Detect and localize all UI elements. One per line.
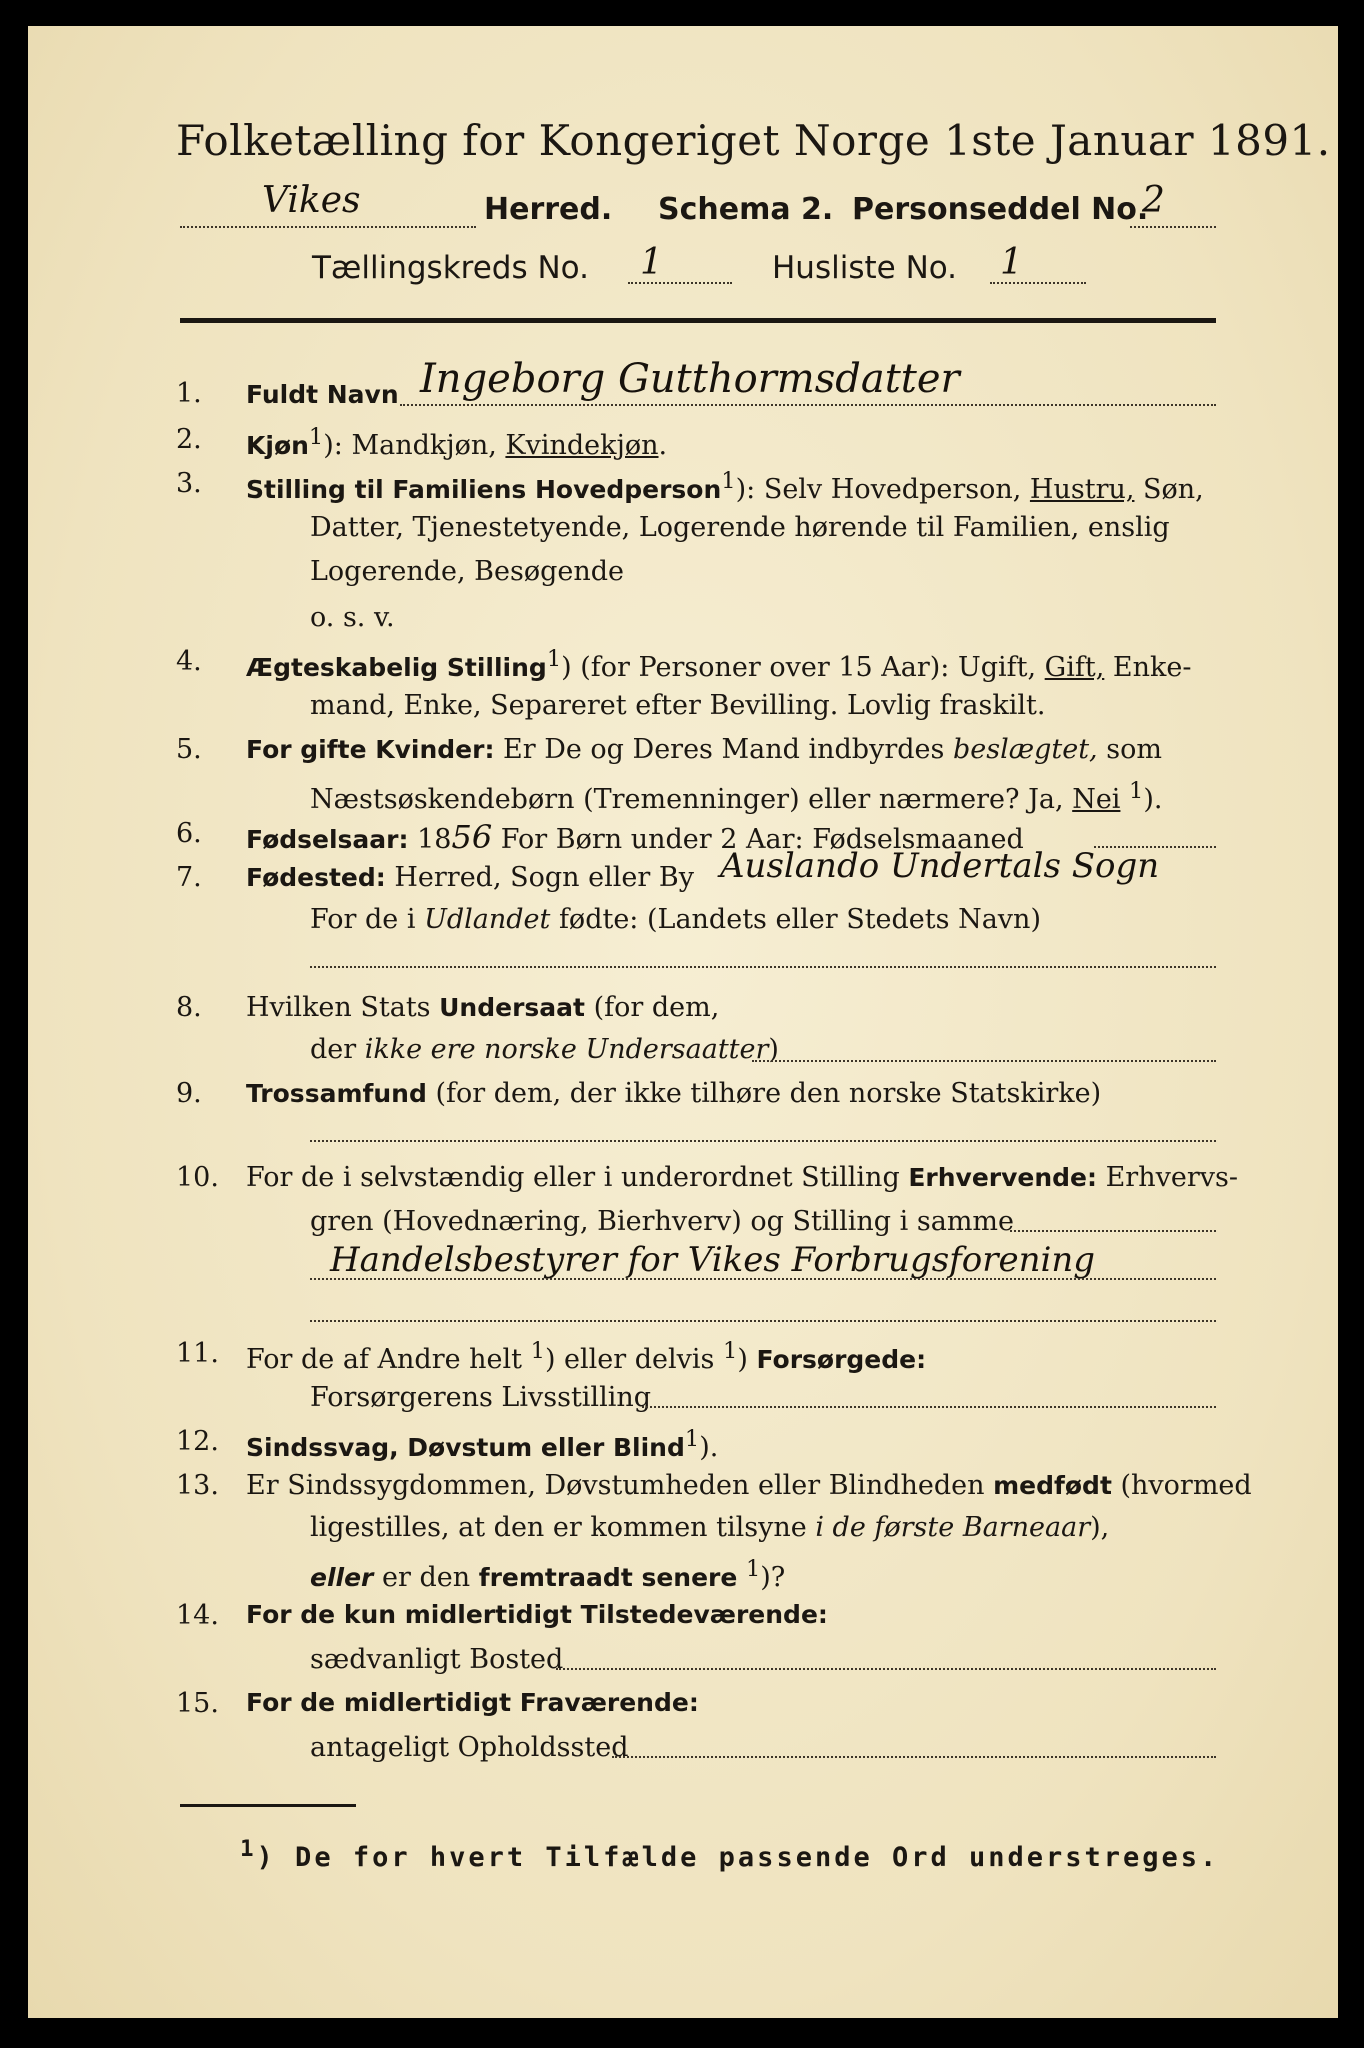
q9-dotted-line — [310, 1140, 1216, 1142]
q13-line3c: )? — [760, 1562, 786, 1593]
q10-line2: gren (Hovednæring, Bierhverv) og Stilling i samme — [310, 1206, 1015, 1237]
q5-line2a: Næstsøskendebørn (Tremenninger) eller nærmere? Ja, — [310, 784, 1073, 815]
footnote — [240, 1836, 1219, 1873]
q2-text-b: . — [658, 430, 668, 461]
kreds-label: Tællingskreds No. — [312, 250, 589, 286]
q14-label: For de kun midlertidigt Tilstedeværende: — [246, 1600, 828, 1629]
q5-line1 — [246, 734, 1162, 765]
q11-label: Forsørgede: — [756, 1345, 927, 1374]
q12-label: Sindssvag, Døvstum eller Blind — [246, 1433, 685, 1462]
q12-number: 12. — [176, 1426, 219, 1457]
q11-text-a: For de af Andre helt — [246, 1344, 531, 1375]
q11-text-c: ) — [737, 1344, 757, 1375]
q4-label: Ægteskabelig Stilling — [246, 653, 547, 682]
q4-line2: mand, Enke, Separeret efter Bevilling. Lovlig fraskilt. — [310, 690, 1046, 721]
q1-number: 1. — [176, 378, 202, 409]
q7-italic: Udlandet — [424, 904, 551, 935]
q10-text-a: For de i selvstændig eller i underordnet Stilling — [246, 1162, 909, 1193]
q3-line1 — [246, 468, 1204, 505]
q2-number: 2. — [176, 424, 202, 455]
herred-handwritten: Vikes — [262, 180, 361, 221]
q5-number: 5. — [176, 734, 202, 765]
header-rule — [180, 318, 1216, 323]
q2-label: Kjøn — [246, 431, 309, 460]
q13-text-a: Er Sindssygdommen, Døvstumheden eller Blindheden — [246, 1470, 994, 1501]
q10-dotted-line-a — [1010, 1230, 1216, 1232]
q13-label2: fremtraadt senere — [478, 1563, 738, 1592]
q15-line2: antageligt Opholdssted — [310, 1732, 629, 1763]
footnote-rule — [180, 1804, 356, 1807]
q11-sup2: 1 — [723, 1338, 738, 1364]
q2-line — [246, 424, 667, 461]
q12-text-a: ). — [699, 1432, 719, 1463]
q3-number: 3. — [176, 468, 202, 499]
q6-text-b: For Børn under 2 Aar: Fødselsmaaned — [492, 824, 1024, 855]
kreds-handwritten: 1 — [640, 242, 663, 283]
q7-line1 — [246, 862, 694, 893]
q12-line — [246, 1426, 718, 1463]
q4-number: 4. — [176, 646, 202, 677]
q11-number: 11. — [176, 1338, 219, 1369]
q10-line1 — [246, 1162, 1238, 1193]
q7-line2 — [310, 904, 1041, 935]
q13-text-b: (hvormed — [1111, 1470, 1252, 1501]
q13-number: 13. — [176, 1470, 219, 1501]
footnote-sup: 1 — [240, 1836, 257, 1862]
schema-label: Schema 2. — [658, 192, 834, 227]
q4-line1 — [246, 646, 1191, 683]
q8-text-b: (for dem, — [584, 992, 720, 1023]
q14-line2: sædvanligt Bosted — [310, 1644, 564, 1675]
q5-label: For gifte Kvinder: — [246, 735, 495, 764]
q6-label: Fødselsaar: — [246, 825, 409, 854]
q3-line3: Logerende, Besøgende — [310, 556, 624, 587]
q9-line — [246, 1078, 1101, 1109]
herred-label: Herred. — [484, 192, 613, 227]
q4-text-a: ) (for Personer over 15 Aar): Ugift, — [561, 652, 1045, 683]
q8-line2 — [310, 1034, 779, 1065]
q10-text-b: Erhvervs- — [1097, 1162, 1238, 1193]
q5-italic: beslægtet, — [952, 734, 1098, 765]
q15-label: For de midlertidigt Fraværende: — [246, 1688, 699, 1717]
q6-prefix: 18 — [408, 824, 452, 855]
q10-label: Erhvervende: — [908, 1163, 1098, 1192]
q11-line1 — [246, 1338, 926, 1375]
q3-line2: Datter, Tjenestetyende, Logerende hørende til Familien, enslig — [310, 512, 1170, 543]
q4-sup: 1 — [546, 646, 562, 672]
q10-dotted-line-c — [310, 1320, 1216, 1322]
q6-number: 6. — [176, 818, 202, 849]
q8-line2a: der — [310, 1034, 365, 1065]
q9-label: Trossamfund — [246, 1079, 427, 1108]
q8-dotted-line — [752, 1060, 1216, 1062]
q13-line3-italic: eller — [310, 1563, 374, 1592]
q3-label: Stilling til Familiens Hovedperson — [246, 475, 722, 504]
q13-line3a: er den — [373, 1562, 479, 1593]
q11-text-b: ) eller delvis — [544, 1344, 723, 1375]
q1-label: Fuldt Navn — [246, 380, 399, 409]
footnote-text: ) De for hvert Tilfælde passende Ord understreges. — [256, 1842, 1220, 1873]
q8-line1 — [246, 992, 719, 1023]
husliste-label: Husliste No. — [772, 250, 958, 286]
q3-text-b: Søn, — [1134, 474, 1204, 505]
q11-dotted-line — [642, 1406, 1216, 1408]
q13-line2 — [310, 1512, 1109, 1543]
herred-dotted-line — [180, 226, 476, 228]
q5-sup: 1 — [1129, 778, 1144, 804]
q7-line2a: For de i — [310, 904, 425, 935]
q13-line2b: ), — [1090, 1512, 1110, 1543]
husliste-dotted-line — [990, 282, 1086, 284]
q10-dotted-line-b — [310, 1278, 1216, 1280]
q5-line2c: ). — [1143, 784, 1163, 815]
q13-line2a: ligestilles, at den er kommen tilsyne — [310, 1512, 816, 1543]
q13-italic: i de første Barneaar — [815, 1512, 1091, 1543]
personseddel-dotted-line — [1130, 226, 1216, 228]
q5-text-b: som — [1097, 734, 1162, 765]
q13-line3b — [737, 1562, 746, 1593]
q5-underlined: Nei — [1072, 784, 1121, 815]
q2-sup: 1 — [308, 424, 324, 450]
q13-sup: 1 — [745, 1556, 761, 1582]
q12-sup: 1 — [684, 1426, 700, 1452]
q13-line1 — [246, 1470, 1252, 1501]
q11-line2: Forsørgerens Livsstilling — [310, 1382, 652, 1413]
q3-line4: o. s. v. — [310, 602, 395, 633]
q5-line2b — [1120, 784, 1129, 815]
q8-label: Undersaat — [439, 993, 585, 1022]
q9-number: 9. — [176, 1078, 202, 1109]
q7-label: Fødested: — [246, 863, 386, 892]
q13-line3 — [310, 1556, 785, 1593]
q2-text-a: ): Mandkjøn, — [323, 430, 506, 461]
husliste-handwritten: 1 — [1000, 242, 1023, 283]
q5-line2 — [310, 778, 1162, 815]
q13-label: medfødt — [993, 1471, 1112, 1500]
q14-number: 14. — [176, 1600, 219, 1631]
q7-number: 7. — [176, 862, 202, 893]
q7-line2b: fødte: (Landets eller Stedets Navn) — [550, 904, 1041, 935]
q15-dotted-line — [612, 1756, 1216, 1758]
q4-text-b: Enke- — [1104, 652, 1192, 683]
q10-number: 10. — [176, 1162, 219, 1193]
q8-line2b: ) — [768, 1034, 779, 1065]
q3-underlined: Hustru, — [1029, 474, 1135, 505]
q1-dotted-line — [400, 404, 1216, 406]
q5-text-a: Er De og Deres Mand indbyrdes — [494, 734, 953, 765]
personseddel-handwritten: 2 — [1142, 180, 1165, 221]
q11-sup: 1 — [530, 1338, 545, 1364]
q3-text-a: ): Selv Hovedperson, — [735, 474, 1030, 505]
q7-dotted-line — [310, 966, 1216, 968]
q6-answer-handwritten: 56 — [451, 818, 493, 856]
q9-text-a: (for dem, der ikke tilhøre den norske Statskirke) — [426, 1078, 1102, 1109]
q4-underlined: Gift, — [1044, 652, 1105, 683]
q10-answer-handwritten: Handelsbestyrer for Vikes Forbrugsforening — [330, 1240, 1096, 1280]
q8-text-a: Hvilken Stats — [246, 992, 440, 1023]
q14-dotted-line — [556, 1668, 1216, 1670]
q7-text-a: Herred, Sogn eller By — [385, 862, 694, 893]
q3-sup: 1 — [721, 468, 736, 494]
kreds-dotted-line — [628, 282, 732, 284]
q15-number: 15. — [176, 1688, 219, 1719]
q1-answer-handwritten: Ingeborg Gutthormsdatter — [420, 356, 960, 402]
q8-number: 8. — [176, 992, 202, 1023]
q8-italic: ikke ere norske Undersaatter — [364, 1034, 769, 1065]
q2-underlined: Kvindekjøn — [505, 430, 659, 461]
q7-answer-handwritten: Auslando Undertals Sogn — [720, 846, 1160, 886]
form-title: Folketælling for Kongeriget Norge 1ste Januar 1891. — [176, 116, 1331, 165]
personseddel-label: Personseddel No. — [852, 192, 1149, 227]
